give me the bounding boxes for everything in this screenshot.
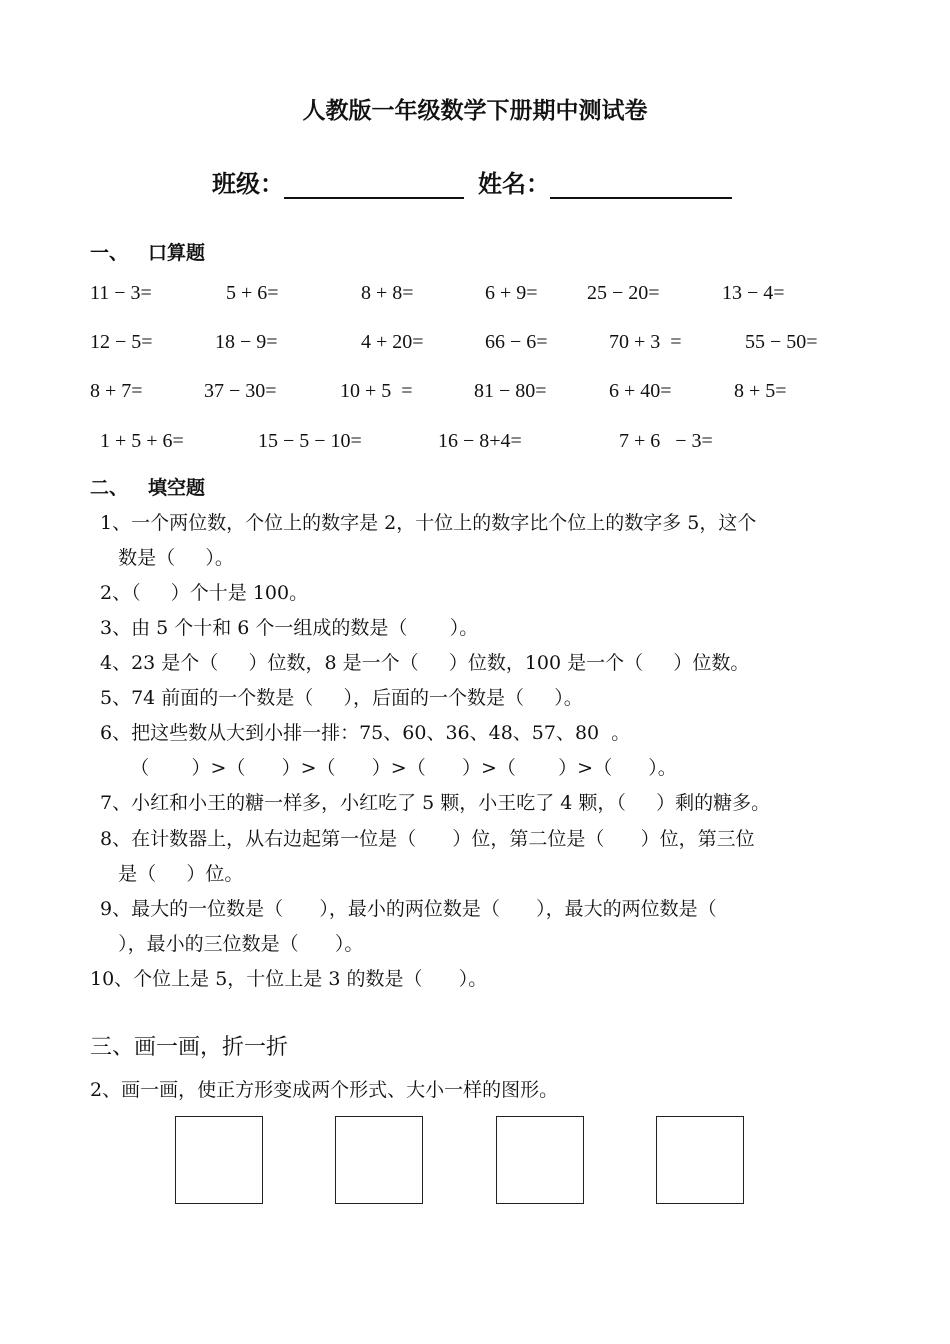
calc-item: 8 + 5=	[734, 380, 787, 402]
fill-question-line: 1、一个两位数，个位上的数字是 2，十位上的数字比个位上的数字多 5，这个	[100, 512, 757, 534]
draw-question: 2、画一画，使正方形变成两个形式、大小一样的图形。	[90, 1079, 559, 1101]
calc-item: 10 + 5 =	[340, 380, 413, 402]
calc-item: 4 + 20=	[361, 331, 424, 353]
fill-question-line: 5、74 前面的一个数是（ ），后面的一个数是（ ）。	[100, 687, 583, 709]
calc-item: 7 + 6 − 3=	[619, 430, 713, 452]
student-info-line	[212, 164, 732, 199]
fill-question-line: 9、最大的一位数是（ ），最小的两位数是（ ），最大的两位数是（	[100, 898, 717, 920]
fill-question-line: 8、在计数器上，从右边起第一位是（ ）位，第二位是（ ）位，第三位	[100, 828, 755, 850]
square-drawing-box[interactable]	[496, 1116, 584, 1204]
calc-item: 8 + 8=	[361, 282, 414, 304]
class-blank[interactable]	[284, 171, 464, 199]
square-drawing-box[interactable]	[175, 1116, 263, 1204]
section2-title: 填空题	[148, 477, 206, 499]
calc-item: 12 − 5=	[90, 331, 153, 353]
fill-question-line: 2、（ ）个十是 100。	[100, 582, 309, 604]
section2-number: 二、	[90, 477, 129, 499]
calc-item: 37 − 30=	[204, 380, 277, 402]
calc-item: 1 + 5 + 6=	[100, 430, 184, 452]
section3-heading: 三、画一画，折一折	[90, 1035, 289, 1060]
calc-item: 25 − 20=	[587, 282, 660, 304]
fill-question-line: 7、小红和小王的糖一样多，小红吃了 5 颗，小王吃了 4 颗，（ ）剩的糖多。	[100, 792, 771, 814]
section1-heading	[90, 238, 205, 265]
fill-question-line: ），最小的三位数是（ ）。	[100, 933, 364, 955]
calc-item: 13 − 4=	[722, 282, 785, 304]
exam-title: 人教版一年级数学下册期中测试卷	[302, 98, 648, 124]
fill-question-line: 10、个位上是 5，十位上是 3 的数是（ ）。	[90, 968, 488, 990]
calc-item: 6 + 9=	[485, 282, 538, 304]
fill-question-line: 是（ ）位。	[100, 863, 244, 885]
name-label: 姓名：	[478, 170, 550, 198]
fill-question-line: （ ）>（ ）>（ ）>（ ）>（ ）>（ ）。	[100, 757, 677, 779]
square-drawing-box[interactable]	[656, 1116, 744, 1204]
calc-item: 6 + 40=	[609, 380, 672, 402]
calc-item: 11 − 3=	[90, 282, 152, 304]
fill-question-line: 6、把这些数从大到小排一排：75、60、36、48、57、80 。	[100, 722, 631, 744]
fill-question-line: 4、23 是个（ ）位数，8 是一个（ ）位数，100 是一个（ ）位数。	[100, 652, 750, 674]
fill-question-line: 数是（ ）。	[100, 547, 234, 569]
calc-item: 16 − 8+4=	[438, 430, 522, 452]
section1-number: 一、	[90, 242, 129, 264]
calc-item: 81 − 80=	[474, 380, 547, 402]
calc-item: 15 − 5 − 10=	[258, 430, 362, 452]
calc-item: 70 + 3 =	[609, 331, 682, 353]
section1-title: 口算题	[148, 242, 206, 264]
class-label: 班级：	[212, 170, 284, 198]
fill-question-line: 3、由 5 个十和 6 个一组成的数是（ ）。	[100, 617, 479, 639]
calc-item: 55 − 50=	[745, 331, 818, 353]
calc-item: 8 + 7=	[90, 380, 143, 402]
section2-heading	[90, 473, 205, 500]
name-blank[interactable]	[550, 171, 732, 199]
square-drawing-box[interactable]	[335, 1116, 423, 1204]
calc-item: 18 − 9=	[215, 331, 278, 353]
calc-item: 5 + 6=	[226, 282, 279, 304]
calc-item: 66 − 6=	[485, 331, 548, 353]
